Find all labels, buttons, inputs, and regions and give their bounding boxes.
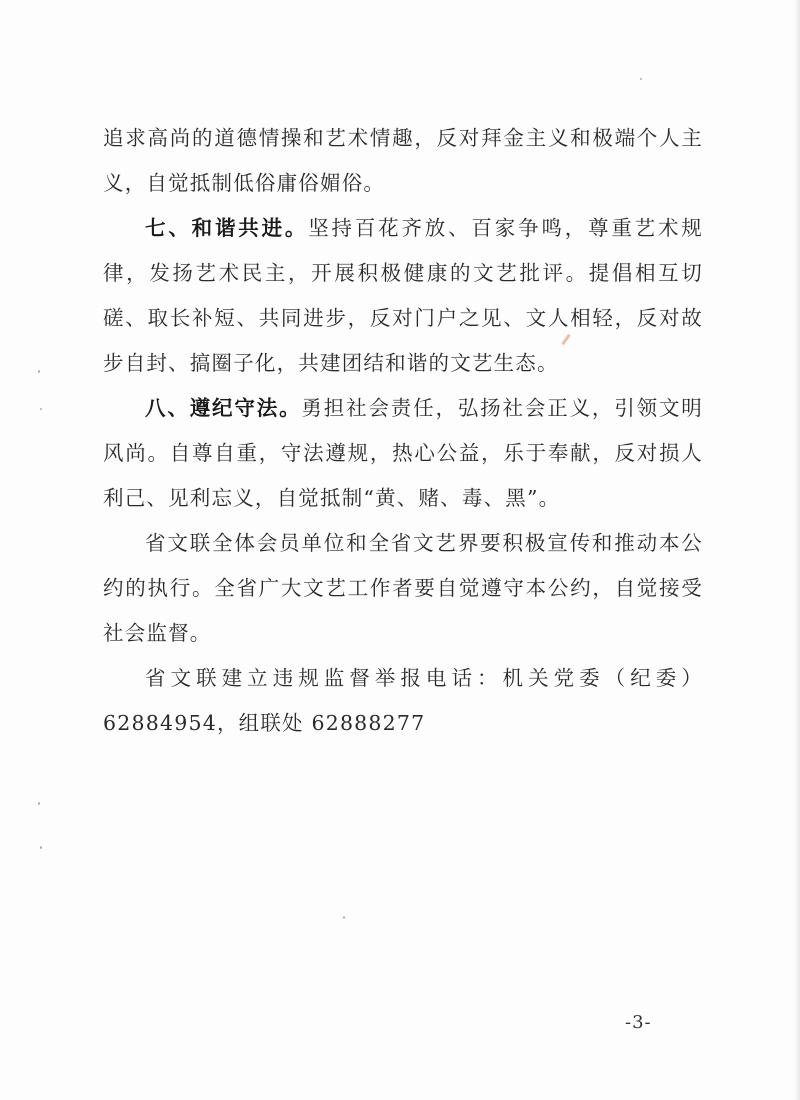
- section-heading: 七、和谐共进。: [145, 216, 309, 240]
- scan-speck: [40, 408, 42, 410]
- paragraph-hotline: [103, 656, 703, 746]
- paragraph-harmony: [103, 206, 703, 386]
- paragraph-implementation: [103, 521, 703, 656]
- page-edge-shadow: [794, 0, 800, 1100]
- scan-speck: [40, 846, 42, 849]
- scan-speck: [640, 78, 642, 80]
- scan-speck: [38, 370, 40, 373]
- paragraph-text: 省文联建立违规监督举报电话：机关党委（纪委）62884954，组联处 62888277: [103, 666, 703, 735]
- page-number: -3-: [625, 1012, 652, 1033]
- scan-speck: [38, 802, 40, 805]
- section-heading: 八、遵纪守法。: [145, 396, 302, 420]
- scan-speck: [343, 916, 345, 919]
- paragraph-law: [103, 386, 703, 521]
- paragraph-text: 省文联全体会员单位和全省文艺界要积极宣传和推动本公约的执行。全省广大文艺工作者要自觉遵守本公约，自觉接受社会监督。: [103, 531, 703, 645]
- paragraph-text: 勇担社会责任，弘扬社会正义，引领文明风尚。自尊自重，守法遵规，热心公益，乐于奉献，反对损人利己、见利忘义，自觉抵制“黄、赌、毒、黑”。: [103, 396, 703, 510]
- paragraph-text: 追求高尚的道德情操和艺术情趣，反对拜金主义和极端个人主义，自觉抵制低俗庸俗媚俗。: [103, 126, 703, 195]
- document-body: [103, 116, 703, 746]
- paragraph-text: 坚持百花齐放、百家争鸣，尊重艺术规律，发扬艺术民主，开展积极健康的文艺批评。提倡相互切磋、取长补短、共同进步，反对门户之见、文人相轻，反对故步自封、搞圈子化，共建团结和谐的文艺生态。: [103, 216, 703, 375]
- paragraph-continuation: [103, 116, 703, 206]
